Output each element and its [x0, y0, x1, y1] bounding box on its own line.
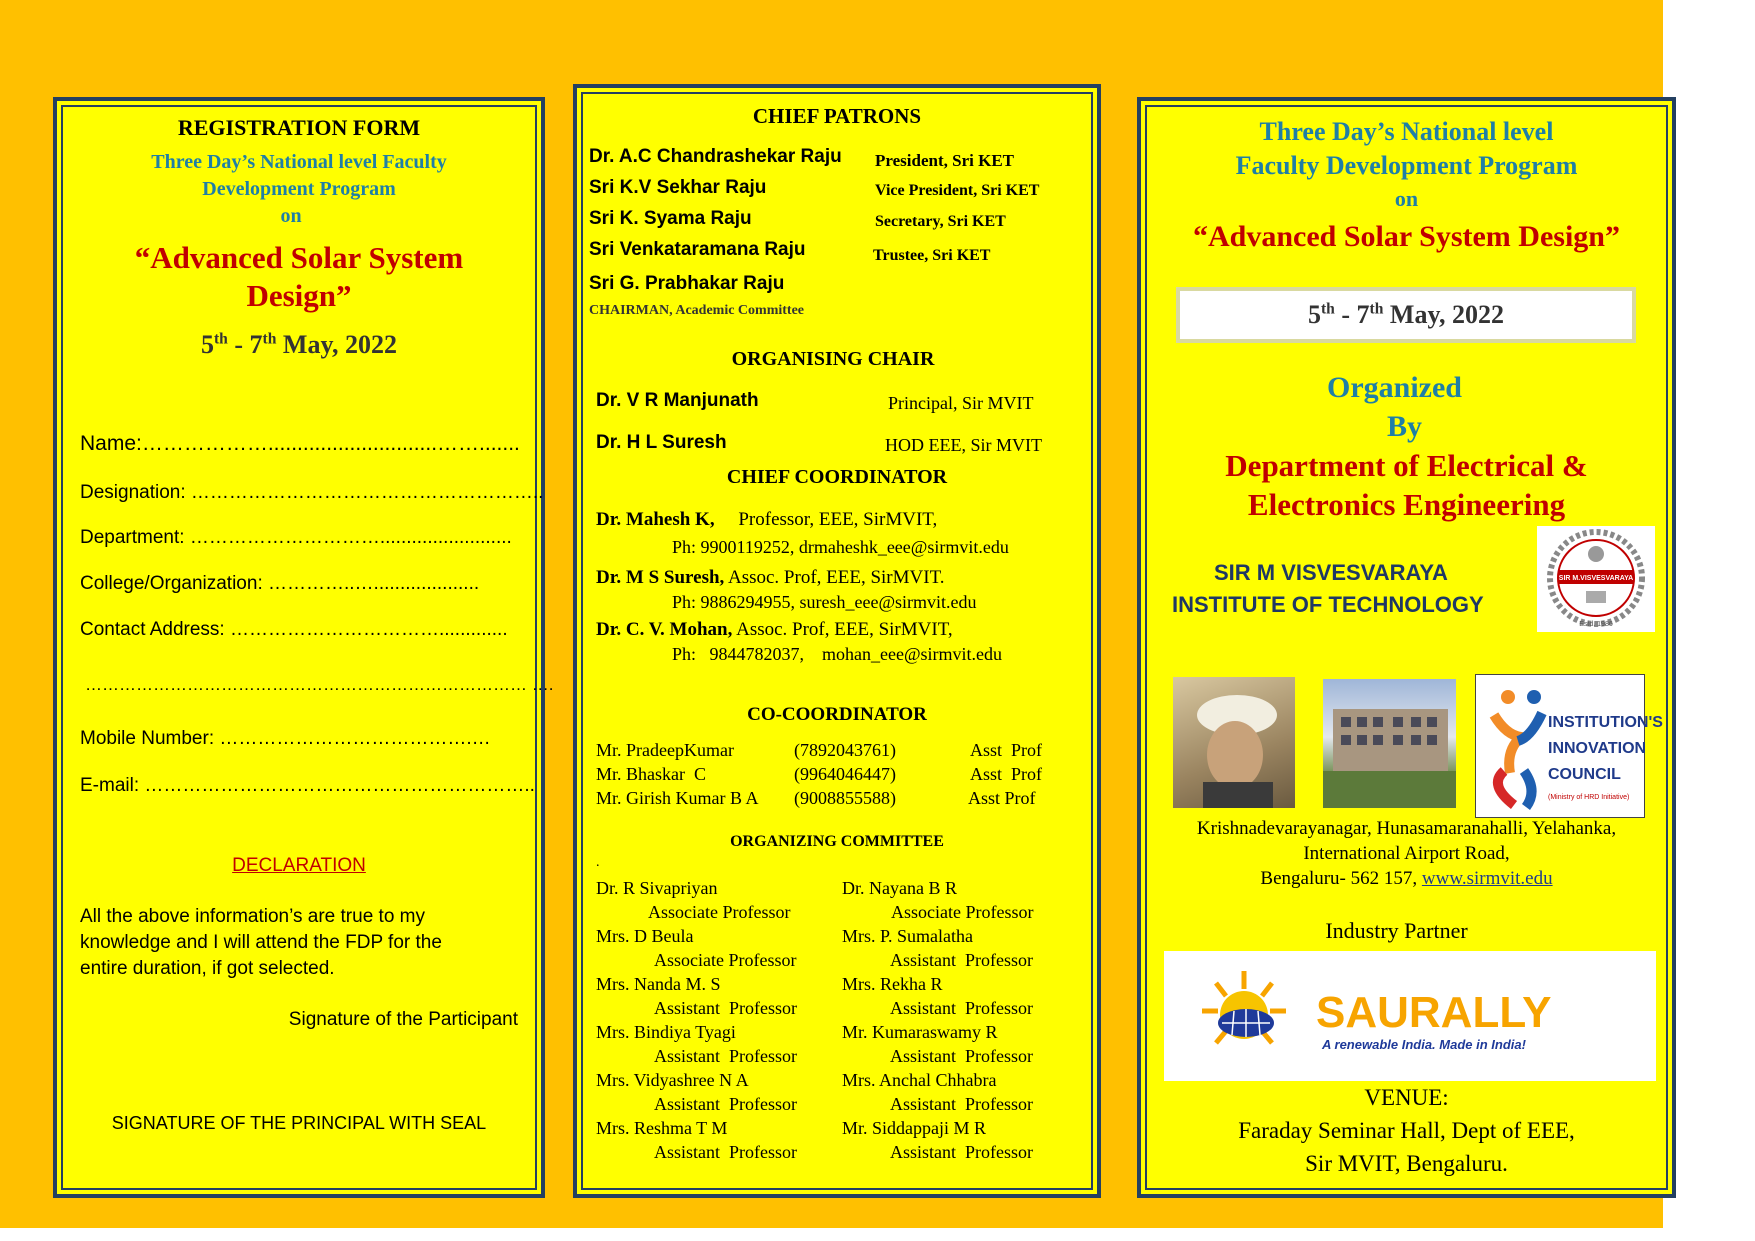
- coordinator-2: Dr. M S Suresh, Assoc. Prof, EEE, SirMVIT.: [596, 567, 945, 588]
- venue-line-2: Sir MVIT, Bengaluru.: [1305, 1151, 1508, 1176]
- designation-field[interactable]: Designation: ………………………………………………..: [80, 482, 544, 503]
- committee-left-role: Assistant Professor: [654, 1046, 797, 1066]
- chairman-note: CHAIRMAN, Academic Committee: [589, 303, 804, 318]
- committee-right-name: Dr. Nayana B R: [842, 878, 957, 898]
- committee-left-name: Dr. R Sivapriyan: [596, 878, 718, 898]
- website-link[interactable]: www.sirmvit.edu: [1421, 868, 1553, 889]
- cover-dates: 5th - 7th May, 2022: [1176, 287, 1636, 343]
- venue-title: VENUE:: [1364, 1085, 1449, 1110]
- committee-right-role: Associate Professor: [891, 902, 1034, 922]
- committee-left-name: Mrs. D Beula: [596, 926, 694, 946]
- address-line-2: International Airport Road,: [1303, 843, 1510, 864]
- patron-role-3: Secretary, Sri KET: [875, 213, 1006, 230]
- by-label: By: [1386, 410, 1422, 443]
- patron-name-1: Dr. A.C Chandrashekar Raju: [589, 146, 842, 167]
- committee-left-role: Associate Professor: [648, 902, 791, 922]
- address-line-3: Bengaluru- 562 157, www.sirmvit.edu: [1260, 868, 1553, 889]
- co-coordinator-phone-1: (7892043761): [794, 740, 896, 760]
- chair-name-1: Dr. V R Manjunath: [596, 390, 759, 411]
- address-line-1: Krishnadevarayanagar, Hunasamaranahalli, Yelahanka,: [1196, 818, 1617, 839]
- mobile-field[interactable]: Mobile Number: ………………………………….…: [80, 728, 491, 749]
- institute-logo: [1537, 526, 1655, 632]
- organizing-committee-title: ORGANIZING COMMITTEE: [730, 833, 944, 850]
- chief-patrons-title: CHIEF PATRONS: [752, 104, 922, 128]
- iic-text-2: INNOVATION: [1548, 740, 1647, 757]
- co-coordinator-role-2: Asst Prof: [970, 764, 1043, 784]
- declaration-text-1: All the above information’s are true to my: [80, 906, 425, 927]
- iic-logo: [1475, 674, 1663, 818]
- program-on: on: [280, 205, 302, 227]
- patron-name-5: Sri G. Prabhakar Raju: [589, 273, 785, 294]
- co-coordinator-role-3: Asst Prof: [968, 788, 1036, 808]
- topic-title-2: Design”: [246, 278, 352, 313]
- department-field[interactable]: Department: ………………………….........................: [80, 527, 512, 548]
- organized-label: Organized: [1327, 371, 1462, 404]
- declaration-text-3: entire duration, if got selected.: [80, 958, 335, 979]
- committee-right-role: Assistant Professor: [890, 998, 1033, 1018]
- patron-name-4: Sri Venkataramana Raju: [589, 239, 806, 260]
- committee-left-role: Assistant Professor: [654, 1094, 797, 1114]
- chair-role-2: HOD EEE, Sir MVIT: [885, 435, 1042, 455]
- industry-partner-label: Industry Partner: [1325, 918, 1468, 943]
- co-coordinator-role-1: Asst Prof: [970, 740, 1043, 760]
- committee-left-role: Assistant Professor: [654, 1142, 797, 1162]
- logo-estd: Estd. 1986: [1579, 621, 1613, 628]
- co-coordinator-phone-3: (9008855588): [794, 788, 896, 808]
- co-coordinator-name-2: Mr. Bhaskar C: [596, 764, 706, 784]
- founder-portrait-image: [1173, 677, 1295, 808]
- committee-right-role: Assistant Professor: [890, 950, 1033, 970]
- contact-address-line2[interactable]: …………………………………………………………………… ….: [85, 675, 554, 694]
- program-dates: 5th - 7th May, 2022: [200, 330, 398, 359]
- committee-right-name: Mrs. Rekha R: [842, 974, 943, 994]
- signature-participant: Signature of the Participant: [288, 1009, 518, 1030]
- co-coordinator-name-1: Mr. PradeepKumar: [596, 740, 734, 760]
- contact-address-field[interactable]: Contact Address: …………………………….............: [80, 619, 508, 640]
- committee-left-role: Associate Professor: [654, 950, 797, 970]
- chief-coordinator-title: CHIEF COORDINATOR: [726, 466, 948, 488]
- co-coordinator-phone-2: (9964046447): [794, 764, 896, 784]
- cover-heading-1: Three Day’s National level: [1259, 117, 1554, 146]
- declaration-text-2: knowledge and I will attend the FDP for the: [80, 932, 442, 953]
- coordinator-3-contact: Ph: 9844782037, mohan_eee@sirmvit.edu: [672, 644, 1003, 664]
- committee-left-name: Mrs. Bindiya Tyagi: [596, 1022, 736, 1042]
- patron-name-2: Sri K.V Sekhar Raju: [589, 177, 767, 198]
- committee-left-name: Mrs. Reshma T M: [596, 1118, 728, 1138]
- department-line-1: Department of Electrical &: [1225, 448, 1588, 483]
- venue-line-1: Faraday Seminar Hall, Dept of EEE,: [1238, 1118, 1575, 1143]
- committee-right-role: Assistant Professor: [890, 1094, 1033, 1114]
- committee-left-name: Mrs. Vidyashree N A: [596, 1070, 749, 1090]
- patron-role-1: President, Sri KET: [875, 151, 1014, 170]
- topic-title-1: “Advanced Solar System: [134, 240, 464, 275]
- committee-right-name: Mrs. Anchal Chhabra: [842, 1070, 997, 1090]
- committee-left-name: Mrs. Nanda M. S: [596, 974, 721, 994]
- patron-role-2: Vice President, Sri KET: [875, 182, 1040, 199]
- cover-on: on: [1394, 186, 1419, 211]
- committee-right-name: Mr. Kumaraswamy R: [842, 1022, 998, 1042]
- cover-heading-2: Faculty Development Program: [1235, 151, 1578, 180]
- registration-title: REGISTRATION FORM: [177, 115, 421, 140]
- chair-name-2: Dr. H L Suresh: [596, 432, 727, 453]
- partner-name: SAURALLY: [1316, 988, 1552, 1037]
- patron-name-3: Sri K. Syama Raju: [589, 208, 752, 229]
- declaration-title: DECLARATION: [232, 855, 366, 876]
- committee-right-role: Assistant Professor: [890, 1046, 1033, 1066]
- name-field[interactable]: Name:……………….............................…….......: [80, 432, 520, 455]
- campus-building-image: [1323, 679, 1456, 808]
- committee-dot: .: [596, 855, 600, 870]
- co-coordinator-name-3: Mr. Girish Kumar B A: [596, 788, 759, 808]
- iic-text-1: INSTITUTION'S: [1548, 714, 1663, 731]
- iic-text-4: (Ministry of HRD Initiative): [1548, 794, 1630, 801]
- patron-role-4: Trustee, Sri KET: [873, 247, 991, 264]
- college-field[interactable]: College/Organization: …………..…....................: [80, 573, 480, 594]
- co-coordinator-title: CO-COORDINATOR: [747, 704, 927, 725]
- organising-chair-title: ORGANISING CHAIR: [731, 348, 935, 370]
- institute-name-2: INSTITUTE OF TECHNOLOGY: [1172, 592, 1484, 617]
- email-field[interactable]: E-mail: ……………………………………………………..: [80, 775, 535, 796]
- coordinator-1-contact: Ph: 9900119252, drmaheshk_eee@sirmvit.edu: [672, 537, 1009, 557]
- program-subtitle-2: Development Program: [202, 178, 396, 200]
- program-subtitle-1: Three Day’s National level Faculty: [151, 151, 447, 173]
- iic-text-3: COUNCIL: [1548, 766, 1621, 783]
- coordinator-3: Dr. C. V. Mohan, Assoc. Prof, EEE, SirMVIT,: [596, 619, 953, 640]
- saurally-logo: [1164, 951, 1656, 1081]
- institute-name-1: SIR M VISVESVARAYA: [1214, 560, 1448, 585]
- coordinator-2-contact: Ph: 9886294955, suresh_eee@sirmvit.edu: [672, 592, 977, 612]
- cover-topic: “Advanced Solar System Design”: [1193, 220, 1620, 253]
- partner-tagline: A renewable India. Made in India!: [1322, 1037, 1526, 1052]
- committee-right-name: Mr. Siddappaji M R: [842, 1118, 987, 1138]
- committee-right-name: Mrs. P. Sumalatha: [842, 926, 974, 946]
- coordinator-1: Dr. Mahesh K, Professor, EEE, SirMVIT,: [596, 509, 938, 530]
- chair-role-1: Principal, Sir MVIT: [888, 393, 1034, 413]
- logo-text: SIR M.VISVESVARAYA: [1558, 575, 1634, 582]
- committee-right-role: Assistant Professor: [890, 1142, 1033, 1162]
- committee-left-role: Assistant Professor: [654, 998, 797, 1018]
- department-line-2: Electronics Engineering: [1247, 487, 1566, 522]
- signature-principal: SIGNATURE OF THE PRINCIPAL WITH SEAL: [111, 1113, 487, 1133]
